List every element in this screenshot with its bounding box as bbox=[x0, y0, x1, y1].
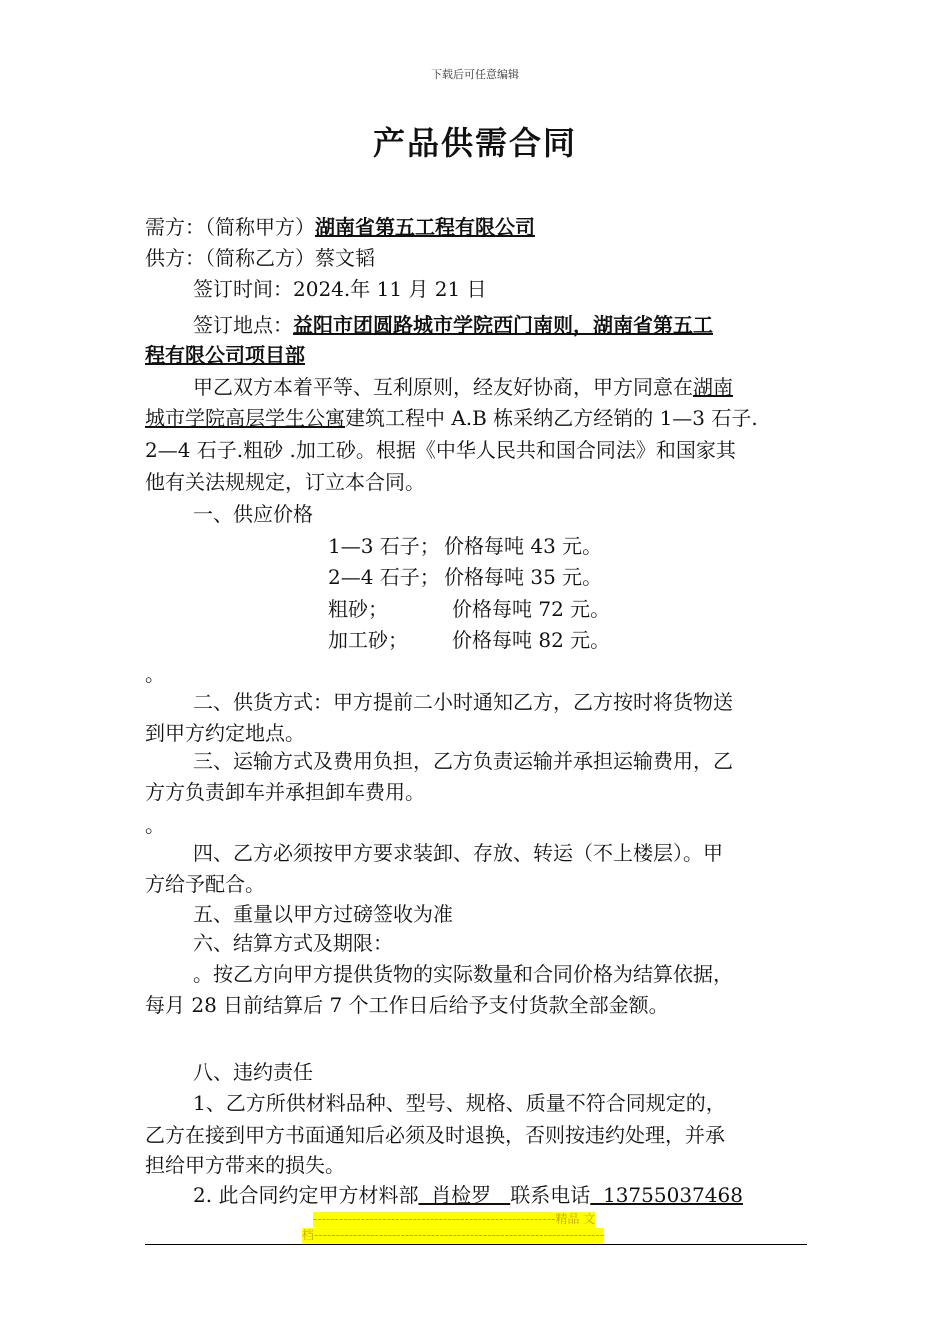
section-3-line1: 三、运输方式及费用负担，乙方负责运输并承担运输费用，乙 bbox=[193, 749, 733, 773]
price-item-price: 价格每吨 72 元。 bbox=[452, 597, 611, 621]
intro-line3: 2—4 石子.粗砂 .加工砂。根据《中华人民共和国合同法》和国家其 bbox=[145, 438, 736, 462]
watermark-line2: 档------------------------------------------------------------------- bbox=[302, 1228, 605, 1242]
section-8-p1-line1: 1、乙方所供材料品种、型号、规格、质量不符合同规定的， bbox=[193, 1091, 726, 1115]
intro-line2 bbox=[145, 403, 758, 433]
section-4-line1: 四、乙方必须按甲方要求装卸、存放、转运（不上楼层）。甲 bbox=[193, 841, 723, 865]
section-2-line1: 二、供货方式：甲方提前二小时通知乙方，乙方按时将货物送 bbox=[193, 690, 733, 714]
sign-time: 签订时间：2024.年 11 月 21 日 bbox=[193, 277, 487, 301]
section-3-line2: 方方负责卸车并承担卸车费用。 bbox=[145, 780, 425, 804]
price-item-price: 价格每吨 43 元。 bbox=[444, 534, 603, 558]
section-6-line1: 。按乙方向甲方提供货物的实际数量和合同价格为结算依据， bbox=[193, 962, 733, 986]
section-5: 五、重量以甲方过磅签收为准 bbox=[193, 902, 453, 926]
section-8-p2-text: 2. 此合同约定甲方材料部 bbox=[193, 1183, 419, 1207]
price-item-price: 价格每吨 82 元。 bbox=[452, 628, 611, 652]
phone-label: 联系电话 bbox=[510, 1183, 591, 1207]
supply-party-line bbox=[145, 243, 375, 273]
price-item bbox=[328, 594, 610, 624]
price-item-name: 2—4 石子； bbox=[328, 565, 440, 589]
intro-text: 建筑工程中 A.B 栋采纳乙方经销的 1—3 石子. bbox=[345, 406, 758, 430]
section-8-p2 bbox=[193, 1180, 743, 1210]
intro-line4: 他有关法规规定，订立本合同。 bbox=[145, 470, 425, 494]
demand-party-label: 需方：（简称甲方） bbox=[145, 215, 315, 239]
section-1-dot: 。 bbox=[145, 662, 165, 686]
price-item bbox=[328, 531, 602, 561]
intro-line1 bbox=[193, 372, 733, 402]
supply-party-name: 蔡文韬 bbox=[315, 246, 375, 270]
contact-phone: 13755037468 bbox=[590, 1183, 743, 1207]
section-3-dot: 。 bbox=[145, 813, 165, 837]
sign-place-value: 益阳市团圆路城市学院西门南则，湖南省第五工 bbox=[293, 313, 713, 337]
sign-place-line1 bbox=[193, 310, 713, 340]
price-item bbox=[328, 625, 610, 655]
section-1-heading: 一、供应价格 bbox=[193, 502, 313, 526]
project-location: 湖南 bbox=[693, 375, 733, 399]
intro-text: 甲乙双方本着平等、互利原则，经友好协商，甲方同意在 bbox=[193, 375, 693, 399]
price-item bbox=[328, 562, 602, 592]
project-name: 城市学院高层学生公寓 bbox=[145, 406, 345, 430]
sign-place-line2: 程有限公司项目部 bbox=[145, 343, 305, 367]
section-6-heading: 六、结算方式及期限： bbox=[193, 931, 393, 955]
footer-divider bbox=[145, 1244, 807, 1245]
supply-party-label: 供方：（简称乙方） bbox=[145, 246, 315, 270]
demand-party-name: 湖南省第五工程有限公司 bbox=[315, 215, 535, 239]
sign-place-label: 签订地点： bbox=[193, 313, 293, 337]
price-item-name: 1—3 石子； bbox=[328, 534, 440, 558]
demand-party-line bbox=[145, 212, 535, 242]
section-2-line2: 到甲方约定地点。 bbox=[145, 721, 305, 745]
section-8-heading: 八、违约责任 bbox=[193, 1060, 313, 1084]
section-8-p1-line2: 乙方在接到甲方书面通知后必须及时退换，否则按违约处理，并承 bbox=[145, 1123, 725, 1147]
page-header-note: 下载后可任意编辑 bbox=[431, 68, 519, 81]
section-8-p1-line3: 担给甲方带来的损失。 bbox=[145, 1153, 345, 1177]
price-item-name: 粗砂； bbox=[328, 597, 388, 621]
contract-title: 产品供需合同 bbox=[372, 124, 577, 162]
section-6-line2: 每月 28 日前结算后 7 个工作日后给予支付货款全部金额。 bbox=[145, 993, 669, 1017]
watermark-line1: --------------------------------------------------------精品 文 bbox=[313, 1212, 596, 1226]
price-item-price: 价格每吨 35 元。 bbox=[444, 565, 603, 589]
price-item-name: 加工砂； bbox=[328, 628, 408, 652]
contact-person: 肖检罗 bbox=[418, 1183, 511, 1207]
section-4-line2: 方给予配合。 bbox=[145, 872, 265, 896]
